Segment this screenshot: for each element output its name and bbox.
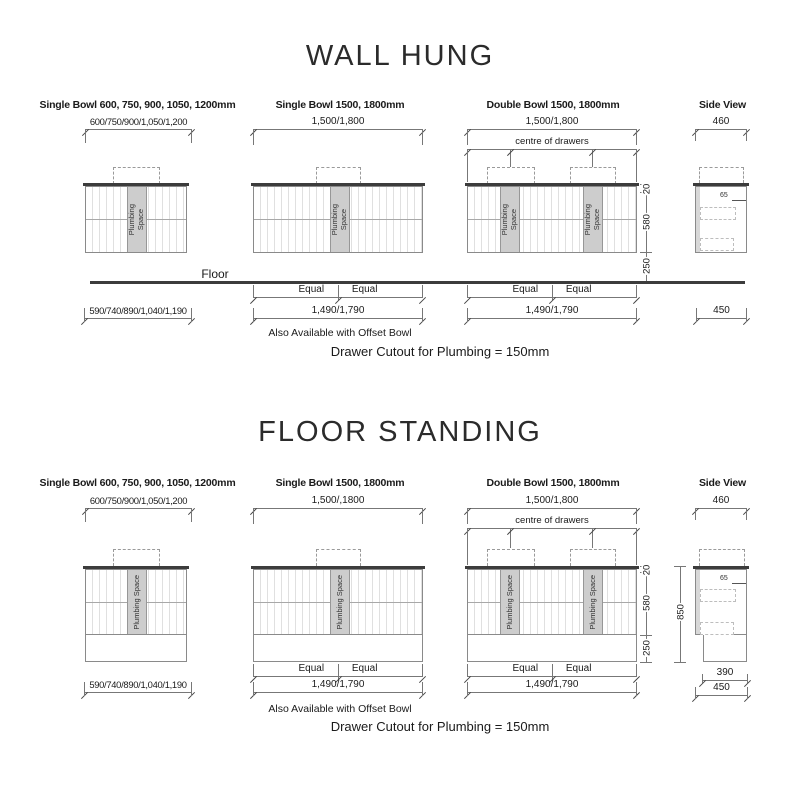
reveal-dim-line — [732, 583, 746, 584]
fs-side-view-header: Side View — [698, 477, 747, 489]
plinth — [253, 635, 423, 662]
plumbing-space-label: Plumbing Space — [583, 203, 601, 236]
plinth — [467, 635, 637, 662]
equal-label: Equal — [565, 663, 592, 674]
fs-total-height-dim: 850 — [675, 604, 687, 620]
equal-label: Equal — [565, 284, 592, 295]
fs-offset-bowl-note: Also Available with Offset Bowl — [268, 703, 412, 715]
fs-single-small-base-dim — [84, 679, 192, 693]
fs-counter-thickness-dim: 20 — [641, 564, 653, 576]
dim-text: 450 — [695, 682, 748, 694]
dim-text: 390 — [702, 667, 748, 679]
dim-text: 460 — [695, 116, 747, 128]
wh-counter-thickness-dim: 20 — [641, 183, 653, 195]
drawer-outline — [700, 622, 734, 635]
plumbing-space-label: Plumbing Space — [504, 574, 514, 630]
side-plinth — [703, 635, 747, 662]
bowl-outline — [316, 549, 361, 566]
wh-offset-bowl-note: Also Available with Offset Bowl — [268, 327, 412, 339]
dim-text: centre of drawers — [467, 136, 637, 148]
fs-plinth-height-dim: 250 — [641, 640, 653, 656]
dim-text: 1,490/1,790 — [467, 305, 637, 317]
bowl-outline — [570, 549, 616, 566]
cabinet-front-double — [467, 569, 637, 635]
bowl-outline — [487, 549, 535, 566]
wh-single-small-header: Single Bowl 600, 750, 900, 1050, 1200mm — [39, 99, 236, 111]
fs-centre-of-drawers-dim — [467, 515, 637, 529]
fs-side-plinth-dim — [702, 667, 748, 681]
fs-double-base-dim — [467, 679, 637, 693]
plumbing-space-label: Plumbing Space — [330, 203, 348, 236]
fs-double-width-dim — [467, 495, 637, 509]
dim-text: 600/750/900/1,050/1,200 — [85, 495, 192, 507]
plumbing-space-label: Plumbing Space — [587, 574, 597, 630]
cabinet-front-single-large — [253, 569, 423, 635]
wall-hung-title: WALL HUNG — [305, 40, 495, 72]
fs-single-small-width-dim — [85, 495, 192, 509]
fs-reveal-dim: 65 — [720, 575, 728, 582]
floor-standing-title: FLOOR STANDING — [258, 416, 542, 448]
cabinet-front-single-small — [85, 569, 187, 635]
fs-single-large-base-dim — [253, 679, 423, 693]
dim-text: 1,490/1,790 — [467, 679, 637, 691]
fs-single-large-equal-dim — [253, 663, 423, 677]
dim-text: 1,500/1,800 — [467, 116, 637, 128]
fs-double-equal-dim — [467, 663, 637, 677]
dim-text: 590/740/890/1,040/1,190 — [84, 305, 192, 317]
dim-text: 1,490/1,790 — [253, 679, 423, 691]
wh-cutout-note: Drawer Cutout for Plumbing = 150mm — [330, 344, 550, 359]
plumbing-space-label: Plumbing Space — [127, 203, 145, 236]
dim-text: 1,500/1,800 — [467, 495, 637, 507]
dim-text: 1,500/,1800 — [253, 495, 423, 507]
equal-label: Equal — [512, 663, 539, 674]
plumbing-space — [330, 570, 350, 634]
fs-cabinet-height-dim: 580 — [641, 595, 653, 611]
bowl-outline — [113, 549, 160, 566]
wh-floor-gap-dim: 250 — [641, 258, 653, 274]
equal-label: Equal — [351, 284, 378, 295]
plumbing-space — [583, 570, 603, 634]
drawer-outline — [700, 589, 736, 602]
dim-text: 590/740/890/1,040/1,190 — [84, 679, 192, 691]
wh-side-view-header: Side View — [698, 99, 747, 111]
dim-text: 460 — [695, 495, 747, 507]
fs-double-header: Double Bowl 1500, 1800mm — [486, 477, 620, 489]
equal-label: Equal — [512, 284, 539, 295]
plumbing-space — [127, 570, 147, 634]
wh-single-large-header: Single Bowl 1500, 1800mm — [275, 99, 405, 111]
fs-single-large-header: Single Bowl 1500, 1800mm — [275, 477, 405, 489]
equal-label: Equal — [298, 284, 325, 295]
equal-label: Equal — [298, 663, 325, 674]
wh-reveal-dim: 65 — [720, 192, 728, 199]
fs-side-depth-dim — [695, 495, 747, 509]
wh-cabinet-height-dim: 580 — [641, 214, 653, 230]
plumbing-space-label: Plumbing Space — [131, 574, 141, 630]
fs-single-small-header: Single Bowl 600, 750, 900, 1050, 1200mm — [39, 477, 236, 489]
fs-side-base-dim — [695, 682, 748, 696]
dim-text: 600/750/900/1,050/1,200 — [85, 116, 192, 128]
dim-text: centre of drawers — [467, 515, 637, 527]
equal-label: Equal — [351, 663, 378, 674]
dim-text: 450 — [696, 305, 747, 317]
plinth — [85, 635, 187, 662]
fs-single-large-width-dim — [253, 495, 423, 509]
bowl-outline — [699, 549, 745, 566]
plumbing-space-label: Plumbing Space — [500, 203, 518, 236]
dim-text: 1,500/1,800 — [253, 116, 423, 128]
dim-text: 1,490/1,790 — [253, 305, 423, 317]
plumbing-space — [500, 570, 520, 634]
floor-label: Floor — [201, 267, 229, 281]
fs-cutout-note: Drawer Cutout for Plumbing = 150mm — [330, 719, 550, 734]
plumbing-space-label: Plumbing Space — [334, 574, 344, 630]
wh-double-header: Double Bowl 1500, 1800mm — [486, 99, 620, 111]
